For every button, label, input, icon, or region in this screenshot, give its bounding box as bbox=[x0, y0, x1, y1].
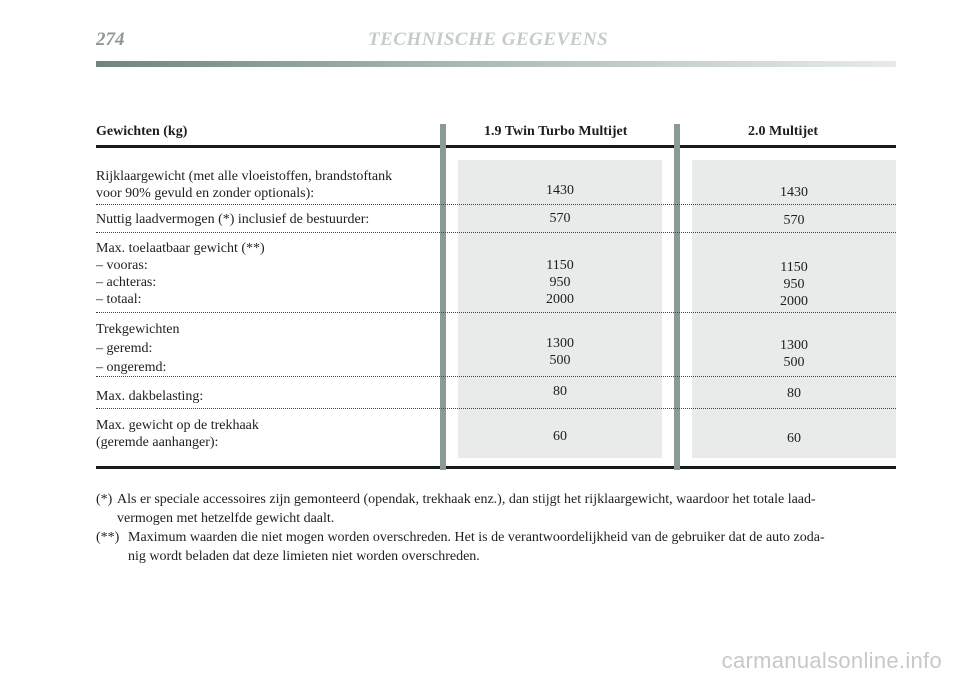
watermark: carmanualsonline.info bbox=[721, 648, 942, 673]
value-col1-roof-load: 80 bbox=[553, 384, 567, 399]
value-col1-towing: 1300 500 bbox=[546, 336, 574, 368]
column-header-label: Gewichten (kg) bbox=[96, 124, 188, 139]
footnote-2-mark: (**) bbox=[96, 530, 120, 545]
row-rule bbox=[96, 376, 896, 377]
footnote-2: (**) Maximum waarden die niet mogen worden overschreden. Het is de verantwoordelijkheid van de gebruiker dat de auto zoda- nig wordt beladen dat deze limieten niet worden overschreden. bbox=[96, 530, 825, 564]
footnote-1: (*) Als er speciale accessoires zijn gemonteerd (opendak, trekhaak enz.), dan stijgt het rijklaargewicht, waardoor het totale laad- vermogen met hetzelfde gewicht daalt. bbox=[96, 492, 816, 526]
row-label-payload: Nuttig laadvermogen (*) inclusief de bestuurder: bbox=[96, 212, 370, 227]
column-divider-1 bbox=[440, 124, 446, 470]
table-top-rule bbox=[96, 145, 896, 148]
table-bottom-rule bbox=[96, 466, 896, 469]
footnote-1-mark: (*) bbox=[96, 492, 113, 507]
value-col1-towbar-load: 60 bbox=[553, 429, 567, 444]
value-col2-payload: 570 bbox=[783, 213, 805, 228]
value-col2-towing: 1300 500 bbox=[780, 338, 808, 370]
value-col2-towbar-load: 60 bbox=[787, 431, 801, 446]
row-rule bbox=[96, 408, 896, 409]
value-col2-max-weight: 1150 950 2000 bbox=[780, 260, 808, 309]
value-col2-curb-weight: 1430 bbox=[780, 185, 808, 200]
row-label-curb-weight: Rijklaargewicht (met alle vloeistoffen, brandstoftank voor 90% gevuld en zonder optionals): bbox=[96, 169, 393, 201]
column-divider-2 bbox=[674, 124, 680, 470]
column-header-col2: 2.0 Multijet bbox=[748, 124, 818, 139]
value-col1-curb-weight: 1430 bbox=[546, 183, 574, 198]
row-rule bbox=[96, 204, 896, 205]
value-col1-max-weight: 1150 950 2000 bbox=[546, 258, 574, 307]
value-col2-roof-load: 80 bbox=[787, 386, 801, 401]
header-rule bbox=[96, 61, 896, 67]
row-label-towbar-load: Max. gewicht op de trekhaak (geremde aanhanger): bbox=[96, 418, 259, 450]
value-col1-payload: 570 bbox=[549, 211, 571, 226]
weights-table bbox=[96, 124, 896, 470]
footnotes bbox=[96, 490, 896, 566]
row-rule bbox=[96, 232, 896, 233]
column-header-col1: 1.9 Twin Turbo Multijet bbox=[484, 124, 628, 139]
row-label-max-weight: Max. toelaatbaar gewicht (**) – vooras: – achteras: – totaal: bbox=[96, 241, 265, 307]
row-rule bbox=[96, 312, 896, 313]
row-label-towing: Trekgewichten – geremd: – ongeremd: bbox=[96, 322, 180, 375]
page-number: 274 bbox=[96, 29, 125, 50]
row-label-roof-load: Max. dakbelasting: bbox=[96, 389, 204, 404]
page-heading: TECHNISCHE GEGEVENS bbox=[368, 29, 609, 50]
